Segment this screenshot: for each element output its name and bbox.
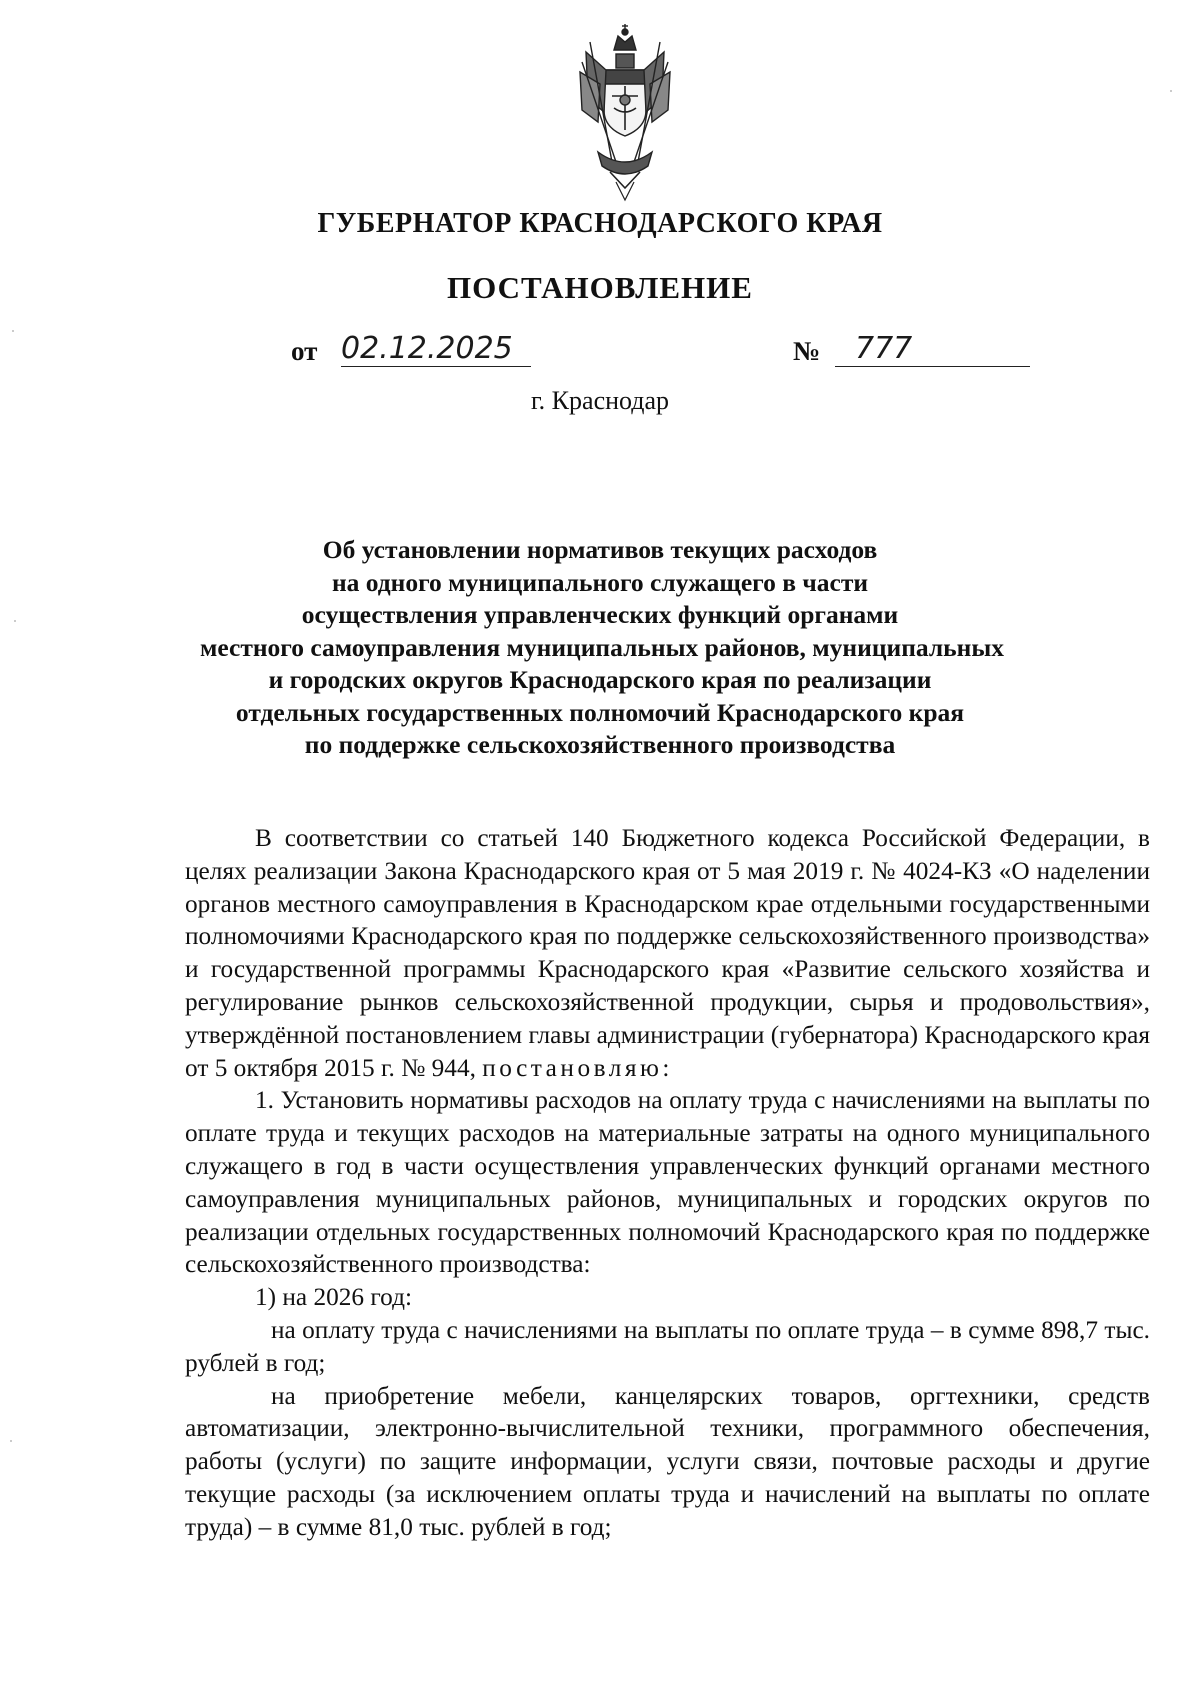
date-prefix: от <box>291 336 318 366</box>
number-field <box>793 331 913 367</box>
item-1: 1. Установить нормативы расходов на оплату труда с начислениями на выплаты по оплате труда и текущих расходов на материальные затраты на одного муниципального служащего в год в части осуществления управленческих функций органами местного самоуправления муниципальных районов, муниципальных и городских округов по реализации отдельных государственных полномочий Краснодарского края по поддержке сельскохозяйственного производства: <box>185 1086 1150 1279</box>
scan-speck <box>12 330 14 332</box>
preamble-paragraph <box>185 822 1150 1084</box>
issuing-authority: ГУБЕРНАТОР КРАСНОДАРСКОГО КРАЯ <box>317 208 883 239</box>
scan-speck <box>10 1440 12 1442</box>
coat-of-arms-icon <box>576 12 674 204</box>
subject-line: по поддержке сельскохозяйственного производства <box>304 730 896 759</box>
subject-line: отдельных государственных полномочий Краснодарского края <box>235 697 965 727</box>
item-1-1-expenses: на приобретение мебели, канцелярских товаров, оргтехники, средств автоматизации, электронно-вычислительной техники, программного обеспечения, работы (услуги) по защите информации, услуги связи, почтовые расходы и другие текущие расходы (за исключением оплаты труда и начислений на выплаты по оплате труда) – в сумме 81,0 тыс. рублей в год; <box>185 1381 1150 1541</box>
number-prefix: № <box>793 336 821 366</box>
scan-speck <box>14 620 16 622</box>
decree-word: постановляю: <box>482 1053 673 1082</box>
subject-line: Об установлении нормативов текущих расходов <box>322 535 878 564</box>
date-field <box>291 331 513 367</box>
subject-line: на одного муниципального служащего в части <box>331 567 869 597</box>
subject-line: и городских округов Краснодарского края по реализации <box>268 665 932 694</box>
scan-speck <box>1170 90 1172 92</box>
subject-line: местного самоуправления муниципальных районов, муниципальных <box>200 632 1005 662</box>
city: г. Краснодар <box>530 386 670 415</box>
document-subject <box>200 534 1005 762</box>
item-1-subitem-1: 1) на 2026 год: <box>255 1283 412 1312</box>
document-body <box>185 822 1150 1544</box>
subject-line: осуществления управленческих функций органами <box>301 600 899 629</box>
date-value: 02.12.2025 <box>341 332 531 367</box>
number-value: 777 <box>835 332 1030 367</box>
document-type: ПОСТАНОВЛЕНИЕ <box>447 270 753 305</box>
preamble-text: В соответствии со статьей 140 Бюджетного кодекса Российской Федерации, в целях реализации Закона Краснодарского края от 5 мая 2019 г. № 4024-КЗ «О наделении органов местного самоуправления в Краснодарском крае отдельными государственными полномочиями Краснодарского края по поддержке сельскохозяйственного производства» и государственной программы Краснодарского края «Развитие сельского хозяйства и регулирование рынков сельскохозяйственной продукции, сырья и продовольствия», утверждённой постановлением главы администрации (губернатора) Краснодарского края от 5 октября 2015 г. № 944, <box>185 824 1151 1082</box>
item-1-1-salary: на оплату труда с начислениями на выплаты по оплате труда – в сумме 898,7 тыс. рублей в год; <box>185 1315 1150 1377</box>
